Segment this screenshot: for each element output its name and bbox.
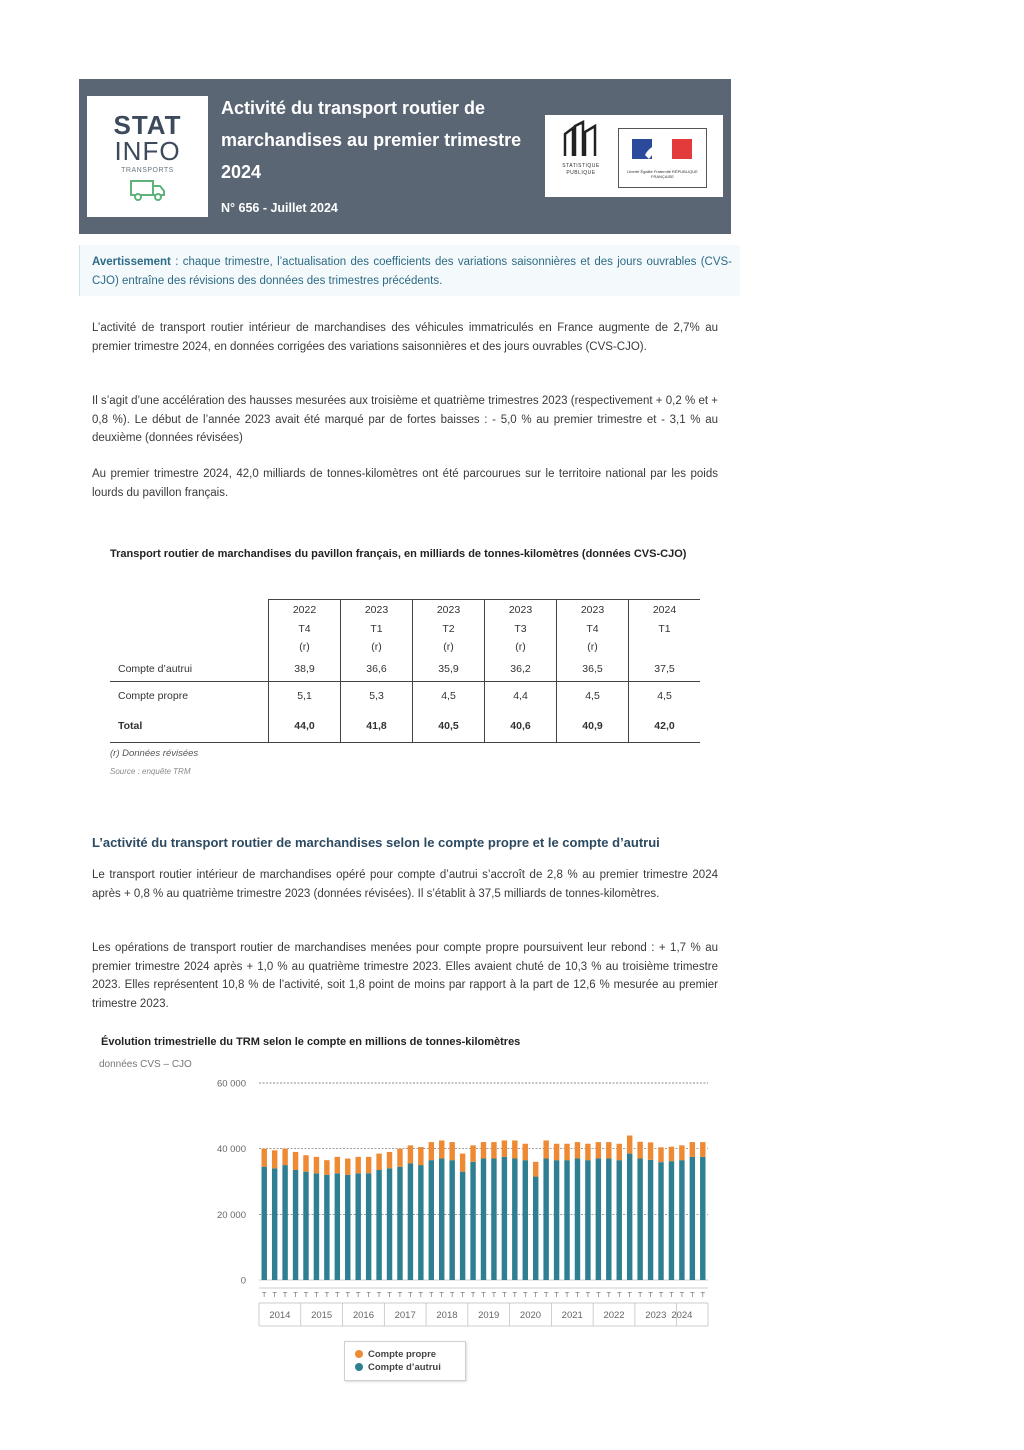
table-header-row — [110, 600, 700, 657]
bar-compte-propre — [627, 1136, 632, 1154]
table-cell: 40,5 — [413, 711, 485, 743]
table-cell: 36,2 — [485, 657, 557, 682]
year-label: 2018 — [436, 1310, 458, 1321]
statistique-publique-text: STATISTIQUE PUBLIQUE — [562, 163, 600, 176]
table-cell: 4,5 — [629, 681, 701, 711]
bar-compte-propre — [418, 1147, 423, 1165]
bar-compte-propre — [376, 1154, 381, 1170]
bar-compte-propre — [460, 1154, 465, 1172]
year-label: 2024 — [671, 1310, 693, 1321]
bar-compte-propre — [355, 1157, 360, 1173]
table-col-header: 2023 T2 (r) — [413, 600, 485, 657]
table-row — [110, 657, 700, 682]
publication-header — [79, 79, 731, 234]
bar-compte-propre — [449, 1142, 454, 1160]
table-cell: 5,3 — [341, 681, 413, 711]
statistique-publique-icon — [561, 120, 601, 158]
quarter-tick-label: T — [679, 1290, 685, 1299]
bar-compte-autrui — [335, 1173, 340, 1280]
quarter-tick-label: T — [408, 1290, 413, 1299]
bar-compte-autrui — [543, 1159, 548, 1280]
table-col-header: 2023 T3 (r) — [485, 600, 557, 657]
issue-number: N° 656 - Juillet 2024 — [221, 201, 338, 215]
year-label: 2023 — [645, 1310, 667, 1321]
table-note: (r) Données révisées — [110, 748, 199, 759]
quarter-tick-label: T — [470, 1290, 476, 1299]
bar-compte-autrui — [596, 1159, 601, 1280]
table-cell: 5,1 — [269, 681, 341, 711]
row-label: Compte d’autrui — [118, 662, 193, 675]
bar-compte-propre — [439, 1140, 444, 1158]
chart-subtitle: données CVS – CJO — [99, 1059, 192, 1070]
statistique-publique-logo — [555, 120, 607, 192]
table-cell: 4,5 — [557, 681, 629, 711]
marianne-flag-icon — [619, 129, 706, 167]
bar-compte-autrui — [397, 1167, 402, 1280]
quarter-tick-label: T — [616, 1290, 622, 1299]
warning-label: Avertissement — [92, 256, 171, 268]
year-label: 2019 — [478, 1310, 500, 1321]
legend-label: Compte d’autrui — [368, 1362, 441, 1373]
y-tick-label: 20 000 — [216, 1209, 246, 1221]
year-label: 2016 — [352, 1310, 374, 1321]
bar-compte-propre — [669, 1147, 674, 1161]
bar-compte-autrui — [491, 1159, 496, 1280]
bar-compte-propre — [554, 1144, 559, 1160]
quarter-tick-label: T — [690, 1290, 695, 1299]
section-title: L’activité du transport routier de marchandises selon le compte propre et le compte d’autrui — [92, 835, 660, 850]
quarter-tick-label: T — [554, 1290, 559, 1299]
table-cell: 41,8 — [341, 711, 413, 743]
bar-compte-autrui — [637, 1159, 642, 1280]
table-title: Transport routier de marchandises du pavillon français, en milliards de tonnes-kilomètres (données CVS-CJO) — [110, 548, 687, 560]
bar-compte-propre — [585, 1144, 590, 1160]
publication-title: Activité du transport routier de marchandises au premier trimestre 2024 — [221, 98, 522, 182]
table-cell: 36,6 — [341, 657, 413, 682]
quarter-tick-label: T — [376, 1290, 382, 1299]
activity-table — [110, 599, 700, 743]
bar-compte-autrui — [648, 1160, 653, 1280]
table-row — [110, 711, 700, 743]
quarter-tick-label: T — [282, 1290, 288, 1299]
bar-compte-autrui — [418, 1165, 423, 1280]
bar-compte-autrui — [439, 1159, 444, 1280]
quarter-tick-label: T — [575, 1290, 580, 1299]
quarter-tick-label: T — [596, 1290, 601, 1299]
quarter-tick-label: T — [439, 1290, 445, 1299]
bar-compte-autrui — [262, 1167, 267, 1280]
republique-francaise-text: Liberté Égalité Fraternité RÉPUBLIQUE FRANÇAISE — [627, 169, 698, 179]
y-tick-label: 0 — [240, 1275, 246, 1287]
table-cell: 40,9 — [557, 711, 629, 743]
quarter-tick-label: T — [261, 1290, 267, 1299]
bar-compte-propre — [324, 1160, 329, 1175]
quarter-tick-label: T — [491, 1290, 497, 1299]
bar-compte-autrui — [700, 1157, 705, 1280]
year-label: 2015 — [311, 1310, 333, 1321]
warning-text: : chaque trimestre, l’actualisation des coefficients des variations saisonnières et des jours ouvrables (CVS-CJO) entraîne des révisions des données des trimestres précédents. — [92, 256, 732, 287]
bar-compte-propre — [429, 1142, 434, 1160]
bar-compte-autrui — [355, 1173, 360, 1280]
intro-paragraph-1: L’activité de transport routier intérieur de marchandises des véhicules immatriculés en France augmente de 2,7% au premier trimestre 2024, en données corrigées des variations saisonnières et des jours ouvrables (CVS-CJO). — [92, 322, 718, 353]
bar-compte-autrui — [272, 1168, 277, 1280]
bar-compte-propre — [282, 1149, 287, 1165]
bar-compte-autrui — [658, 1162, 663, 1280]
bar-compte-autrui — [345, 1175, 350, 1280]
quarter-tick-label: T — [387, 1290, 392, 1299]
bar-compte-autrui — [481, 1159, 486, 1280]
bar-compte-propre — [491, 1142, 496, 1158]
bar-compte-propre — [690, 1142, 695, 1157]
bar-compte-propre — [606, 1142, 611, 1158]
bar-compte-propre — [345, 1159, 350, 1175]
bar-compte-autrui — [376, 1170, 381, 1280]
bar-compte-propre — [564, 1144, 569, 1160]
table-source: Source : enquête TRM — [110, 767, 191, 776]
quarter-tick-label: T — [428, 1290, 434, 1299]
bar-compte-autrui — [575, 1159, 580, 1280]
bar-compte-propre — [408, 1145, 413, 1163]
row-label: Compte propre — [110, 681, 269, 711]
chart-legend — [344, 1341, 466, 1381]
table-cell: 37,5 — [629, 657, 701, 682]
bar-compte-propre — [470, 1145, 475, 1161]
legend-item-compte-propre — [355, 1348, 436, 1361]
quarter-tick-label: T — [418, 1290, 424, 1299]
bar-compte-propre — [533, 1162, 538, 1177]
quarter-tick-label: T — [522, 1290, 528, 1299]
y-tick-label: 40 000 — [216, 1144, 246, 1156]
table-cell: 42,0 — [629, 711, 701, 743]
bar-compte-autrui — [512, 1159, 517, 1280]
quarter-tick-label: T — [637, 1290, 643, 1299]
partner-logos — [545, 115, 723, 197]
stacked-bar-chart — [200, 1070, 720, 1330]
quarter-tick-label: T — [669, 1290, 674, 1299]
quarter-tick-label: T — [293, 1290, 298, 1299]
bar-compte-autrui — [617, 1160, 622, 1280]
legend-label: Compte propre — [368, 1349, 437, 1360]
bar-compte-autrui — [669, 1161, 674, 1280]
logo-stat-text: STAT — [113, 110, 182, 140]
quarter-tick-label: T — [366, 1290, 371, 1299]
quarter-tick-label: T — [627, 1290, 632, 1299]
year-label: 2022 — [603, 1310, 625, 1321]
quarter-tick-label: T — [502, 1290, 507, 1299]
table-col-header: 2023 T4 (r) — [557, 600, 629, 657]
quarter-tick-label: T — [481, 1290, 486, 1299]
bar-compte-propre — [366, 1157, 371, 1173]
section-paragraph-2: Les opérations de transport routier de marchandises menées pour compte propre poursuivent leur rebond : + 1,7 % au premier trimestre 2024 après + 1,0 % au quatrième trimestre 2023. Elles avaient chuté de 10,3 % au troisième trimestre 2023. Elles représentent 10,8 % de l’activité, soit 1,8 point de moins par rapport à la part de 12,6 % mesurée au premier trimestre 2023. — [92, 942, 718, 1010]
bar-compte-autrui — [533, 1177, 538, 1280]
bar-compte-propre — [679, 1145, 684, 1160]
quarter-tick-label: T — [533, 1290, 539, 1299]
bar-compte-propre — [596, 1142, 601, 1158]
quarter-tick-label: T — [355, 1290, 361, 1299]
chart-title: Évolution trimestrielle du TRM selon le compte en millions de tonnes-kilomètres — [101, 1036, 521, 1048]
bar-compte-propre — [637, 1142, 642, 1159]
bar-compte-autrui — [564, 1160, 569, 1280]
bar-compte-autrui — [460, 1172, 465, 1280]
bar-compte-autrui — [324, 1175, 329, 1280]
table-cell: 4,4 — [485, 681, 557, 711]
bar-compte-autrui — [408, 1163, 413, 1280]
quarter-tick-label: T — [512, 1290, 518, 1299]
logo-info-text: INFO — [114, 136, 181, 166]
intro-paragraph-3: Au premier trimestre 2024, 42,0 milliards de tonnes-kilomètres ont été parcourues sur le territoire national par les poids lourds du pavillon français. — [92, 468, 718, 499]
quarter-tick-label: T — [303, 1290, 309, 1299]
bar-compte-propre — [543, 1140, 548, 1158]
bar-compte-propre — [262, 1149, 267, 1167]
bar-compte-propre — [397, 1149, 402, 1167]
bar-compte-propre — [658, 1147, 663, 1162]
table-cell: 36,5 — [557, 657, 629, 682]
bar-compte-propre — [387, 1152, 392, 1168]
quarter-tick-label: T — [449, 1290, 455, 1299]
quarter-tick-label: T — [564, 1290, 570, 1299]
bar-compte-autrui — [387, 1168, 392, 1280]
quarter-tick-label: T — [272, 1290, 277, 1299]
bar-compte-propre — [481, 1142, 486, 1158]
quarter-tick-label: T — [324, 1290, 330, 1299]
year-label: 2021 — [561, 1310, 583, 1321]
table-col-header: 2022 T4 (r) — [269, 600, 341, 657]
quarter-tick-label: T — [543, 1290, 549, 1299]
quarter-tick-label: T — [345, 1290, 351, 1299]
legend-swatch — [355, 1363, 363, 1371]
table-cell: 35,9 — [413, 657, 485, 682]
table-cell: 40,6 — [485, 711, 557, 743]
table-cell: 4,5 — [413, 681, 485, 711]
quarter-tick-label: T — [658, 1290, 664, 1299]
legend-swatch — [355, 1350, 363, 1358]
bar-compte-propre — [293, 1152, 298, 1170]
table-col-header: 2024 T1 — [629, 600, 701, 657]
bar-compte-autrui — [606, 1159, 611, 1280]
row-label: Total — [110, 711, 269, 743]
bar-compte-autrui — [449, 1160, 454, 1280]
bar-compte-autrui — [429, 1160, 434, 1280]
intro-paragraph-2: Il s’agit d’une accélération des hausses mesurées aux troisième et quatrième trimestres 2023 (respectivement + 0,2 % et + 0,8 %). Le début de l’année 2023 avait été marqué par de fortes baisses : - 5,0 % au premier trimestre et - 3,1 % au deuxième (données révisées) — [92, 395, 718, 444]
bar-compte-autrui — [585, 1160, 590, 1280]
truck-icon — [129, 178, 167, 202]
bar-compte-propre — [700, 1142, 705, 1157]
stat-info-logo — [87, 96, 208, 217]
legend-item-compte-autrui — [355, 1361, 441, 1374]
table-cell: 38,9 — [269, 657, 341, 682]
bar-compte-autrui — [679, 1160, 684, 1280]
bar-compte-autrui — [293, 1170, 298, 1280]
table-corner — [110, 600, 269, 657]
bar-compte-propre — [502, 1140, 507, 1156]
quarter-tick-label: T — [314, 1290, 319, 1299]
y-tick-label: 60 000 — [216, 1078, 246, 1090]
bar-compte-autrui — [554, 1160, 559, 1280]
section-paragraph-1: Le transport routier intérieur de marchandises opéré pour compte d’autrui s’accroît de 2,8 % au premier trimestre 2024 après + 0,8 % au quatrième trimestre 2023 (données révisées). Il s’établit à 37,5 milliards de tonnes-kilomètres. — [92, 869, 718, 900]
quarter-tick-label: T — [335, 1290, 340, 1299]
bar-compte-autrui — [523, 1160, 528, 1280]
quarter-tick-label: T — [700, 1290, 706, 1299]
bar-compte-propre — [512, 1140, 517, 1158]
bar-compte-autrui — [470, 1162, 475, 1280]
table-row — [110, 681, 700, 711]
table-cell: 44,0 — [269, 711, 341, 743]
year-label: 2014 — [269, 1310, 291, 1321]
bar-compte-autrui — [502, 1157, 507, 1280]
warning-box — [79, 245, 740, 296]
bar-compte-autrui — [303, 1172, 308, 1280]
republique-francaise-logo — [618, 128, 707, 188]
bar-compte-propre — [314, 1157, 319, 1173]
bar-compte-propre — [648, 1142, 653, 1159]
bar-compte-autrui — [690, 1157, 695, 1280]
bar-compte-autrui — [627, 1154, 632, 1280]
logo-sub-text: TRANSPORTS — [121, 167, 174, 174]
quarter-tick-label: T — [648, 1290, 653, 1299]
quarter-tick-label: T — [397, 1290, 403, 1299]
table-col-header: 2023 T1 (r) — [341, 600, 413, 657]
quarter-tick-label: T — [585, 1290, 591, 1299]
bar-compte-propre — [523, 1144, 528, 1160]
bar-compte-autrui — [366, 1173, 371, 1280]
bar-compte-autrui — [314, 1173, 319, 1280]
quarter-tick-label: T — [606, 1290, 612, 1299]
year-label: 2020 — [519, 1310, 542, 1321]
bar-compte-propre — [272, 1150, 277, 1168]
bar-compte-propre — [617, 1144, 622, 1160]
bar-compte-autrui — [282, 1165, 287, 1280]
quarter-tick-label: T — [460, 1290, 465, 1299]
bar-compte-propre — [575, 1142, 580, 1158]
bar-compte-propre — [303, 1155, 308, 1171]
year-label: 2017 — [394, 1310, 416, 1321]
bar-compte-propre — [335, 1157, 340, 1173]
